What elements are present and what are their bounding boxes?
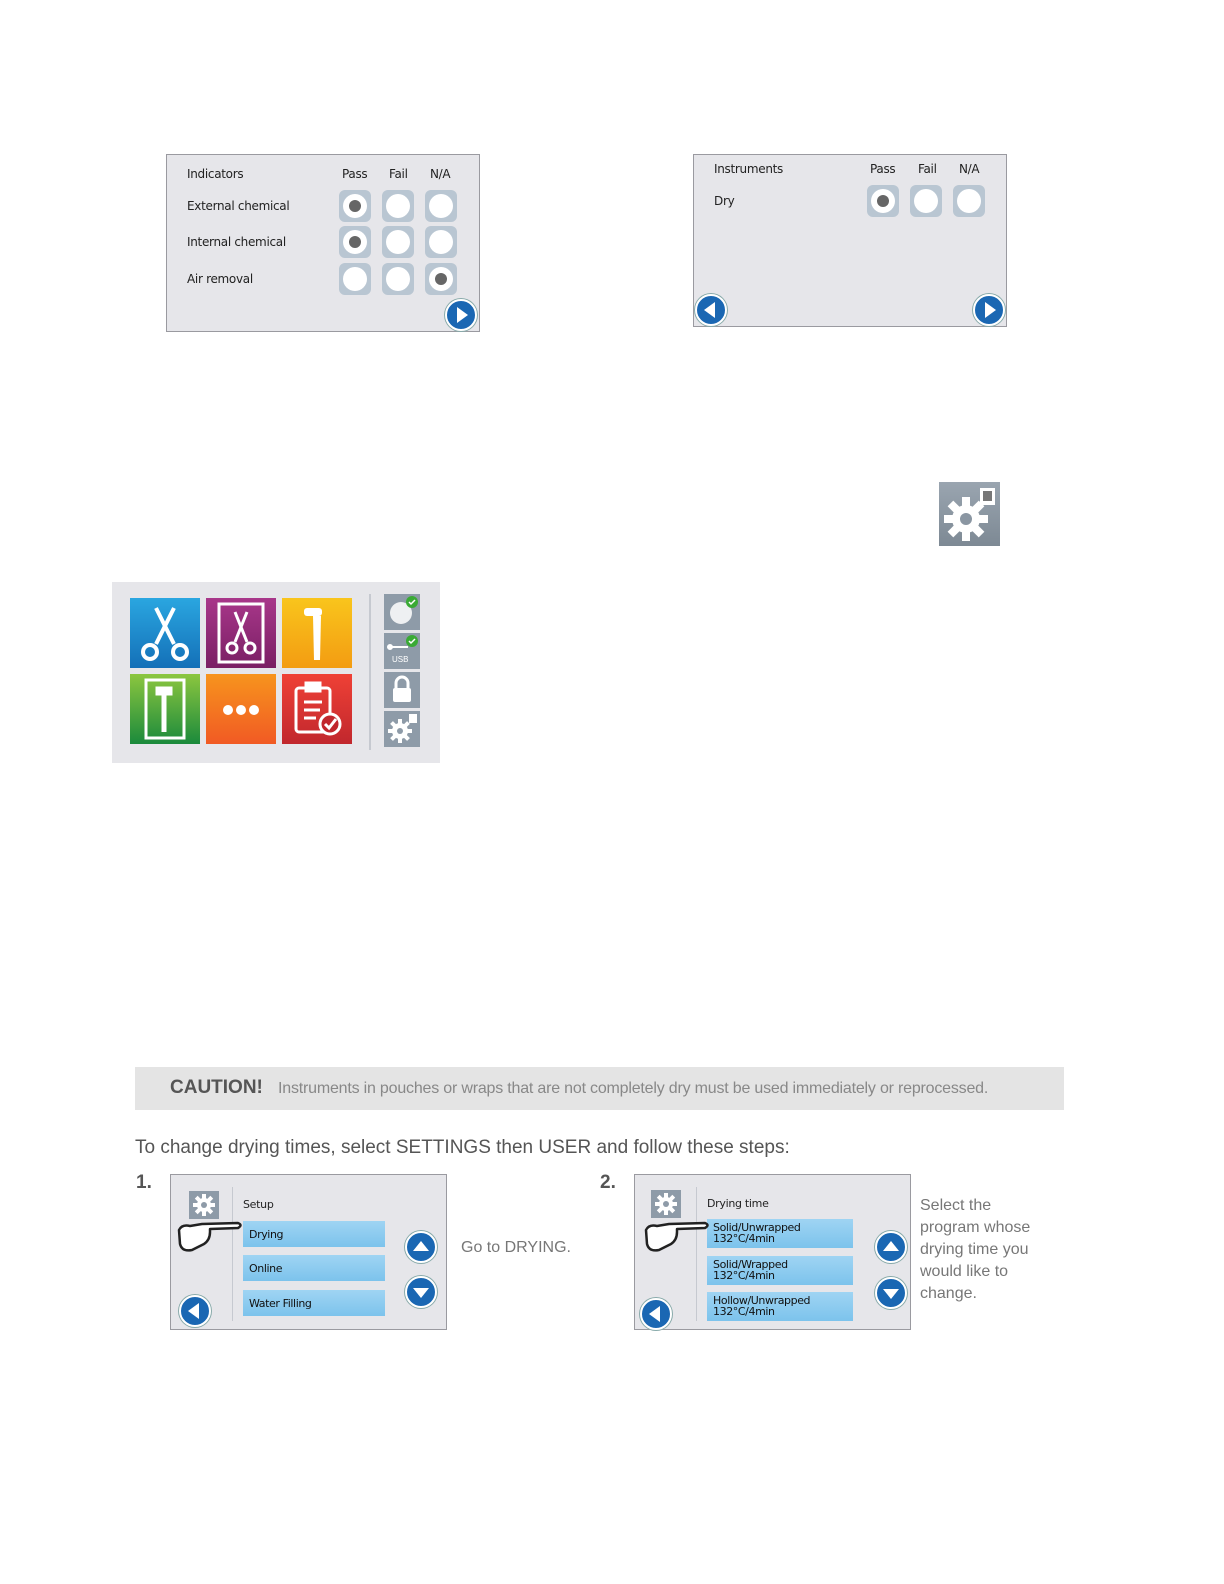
air-removal-na-radio[interactable] bbox=[425, 263, 457, 295]
next-button[interactable] bbox=[445, 299, 477, 331]
arrow-right-icon bbox=[447, 301, 475, 329]
usb-label: USB bbox=[392, 655, 409, 664]
handpiece-icon bbox=[282, 598, 352, 668]
next-button[interactable] bbox=[973, 294, 1005, 326]
scroll-up-button[interactable] bbox=[405, 1231, 437, 1263]
lock-icon bbox=[384, 672, 420, 708]
caution-text: Instruments in pouches or wraps that are not completely dry must be used immediately or reprocessed. bbox=[278, 1080, 989, 1097]
column-pass: Pass bbox=[342, 167, 368, 181]
settings-icon bbox=[384, 711, 420, 747]
wrapped-scissors-icon bbox=[206, 598, 276, 668]
drying-item-solid-unwrapped-detail: 132°C/4min bbox=[713, 1232, 775, 1245]
caution-bar bbox=[135, 1067, 1064, 1110]
drying-item-solid-unwrapped-name: Solid/Unwrapped bbox=[713, 1221, 801, 1234]
step-2-description-line: program whose bbox=[920, 1219, 1031, 1236]
setup-item-drying-label: Drying bbox=[249, 1228, 284, 1241]
drying-item-solid-wrapped-detail: 132°C/4min bbox=[713, 1269, 775, 1282]
step-2-description bbox=[920, 1195, 1030, 1305]
clipboard-check-icon bbox=[282, 674, 352, 744]
external-chemical-na-radio[interactable] bbox=[425, 190, 457, 222]
step-2-description-line: change. bbox=[920, 1285, 977, 1302]
drying-gear-button[interactable] bbox=[651, 1190, 681, 1218]
indicators-header: Indicators bbox=[187, 167, 244, 181]
air-removal-fail-radio[interactable] bbox=[382, 263, 414, 295]
instruments-screen bbox=[693, 154, 1007, 327]
pointing-hand-icon bbox=[643, 1218, 713, 1254]
arrow-up-icon bbox=[877, 1233, 905, 1261]
row-label-external-chemical: External chemical bbox=[187, 199, 290, 213]
clipboard-tile[interactable] bbox=[282, 674, 352, 744]
column-na: N/A bbox=[959, 162, 980, 176]
arrow-left-icon bbox=[642, 1300, 670, 1328]
drying-item-hollow-unwrapped[interactable] bbox=[707, 1292, 853, 1321]
sd-card-icon bbox=[384, 594, 420, 630]
scroll-down-button[interactable] bbox=[405, 1276, 437, 1308]
column-na: N/A bbox=[430, 167, 451, 181]
drying-item-hollow-unwrapped-name: Hollow/Unwrapped bbox=[713, 1294, 811, 1307]
drying-item-solid-wrapped-name: Solid/Wrapped bbox=[713, 1258, 788, 1271]
more-tile[interactable] bbox=[206, 674, 276, 744]
internal-chemical-fail-radio[interactable] bbox=[382, 226, 414, 258]
step-2-description-line: would like to bbox=[920, 1263, 1009, 1280]
setup-gear-button[interactable] bbox=[189, 1191, 219, 1219]
external-chemical-fail-radio[interactable] bbox=[382, 190, 414, 222]
wrapped-handpiece-tile[interactable] bbox=[130, 674, 200, 744]
step-2-description-line: Select the bbox=[920, 1197, 992, 1214]
scroll-down-button[interactable] bbox=[875, 1277, 907, 1309]
wrapped-scissors-tile[interactable] bbox=[206, 598, 276, 668]
gear-icon bbox=[651, 1190, 681, 1218]
row-label-internal-chemical: Internal chemical bbox=[187, 235, 286, 249]
row-label-dry: Dry bbox=[714, 194, 735, 208]
scissors-icon bbox=[130, 598, 200, 668]
column-pass: Pass bbox=[870, 162, 896, 176]
back-button[interactable] bbox=[640, 1298, 672, 1330]
internal-chemical-na-radio[interactable] bbox=[425, 226, 457, 258]
gear-icon bbox=[189, 1191, 219, 1219]
dry-fail-radio[interactable] bbox=[910, 185, 942, 217]
drying-time-title: Drying time bbox=[707, 1197, 769, 1210]
divider bbox=[369, 594, 371, 750]
row-label-air-removal: Air removal bbox=[187, 272, 253, 286]
pointing-hand-icon bbox=[176, 1218, 246, 1254]
air-removal-pass-radio[interactable] bbox=[339, 263, 371, 295]
arrow-down-icon bbox=[407, 1278, 435, 1306]
step-2-number: 2. bbox=[600, 1172, 616, 1193]
column-fail: Fail bbox=[918, 162, 937, 176]
caution-label: CAUTION! bbox=[170, 1077, 263, 1098]
setup-item-online-label: Online bbox=[249, 1262, 283, 1275]
instructions-heading: To change drying times, select SETTINGS then USER and follow these steps: bbox=[135, 1137, 790, 1158]
back-button[interactable] bbox=[179, 1295, 211, 1327]
scissors-tile[interactable] bbox=[130, 598, 200, 668]
step-1-number: 1. bbox=[136, 1172, 152, 1193]
step-2-description-line: drying time you bbox=[920, 1241, 1029, 1258]
scroll-up-button[interactable] bbox=[875, 1231, 907, 1263]
wrapped-handpiece-icon bbox=[130, 674, 200, 744]
step-1-description: Go to DRYING. bbox=[461, 1239, 571, 1256]
setup-title: Setup bbox=[243, 1198, 274, 1211]
more-icon bbox=[206, 674, 276, 744]
sd-card-button[interactable] bbox=[384, 594, 420, 630]
setup-item-online[interactable] bbox=[243, 1255, 385, 1281]
back-button[interactable] bbox=[695, 294, 727, 326]
dry-pass-radio[interactable] bbox=[867, 185, 899, 217]
setup-item-water-filling-label: Water Filling bbox=[249, 1297, 312, 1310]
internal-chemical-pass-radio[interactable] bbox=[339, 226, 371, 258]
drying-item-solid-wrapped[interactable] bbox=[707, 1256, 853, 1285]
settings-gear-icon bbox=[939, 482, 1000, 546]
arrow-left-icon bbox=[181, 1297, 209, 1325]
indicators-screen bbox=[166, 154, 480, 332]
arrow-up-icon bbox=[407, 1233, 435, 1261]
home-screen bbox=[112, 582, 440, 763]
arrow-right-icon bbox=[975, 296, 1003, 324]
drying-item-hollow-unwrapped-detail: 132°C/4min bbox=[713, 1305, 775, 1318]
usb-button[interactable] bbox=[384, 633, 420, 669]
lock-button[interactable] bbox=[384, 672, 420, 708]
setup-item-water-filling[interactable] bbox=[243, 1290, 385, 1316]
drying-item-solid-unwrapped[interactable] bbox=[707, 1219, 853, 1248]
arrow-down-icon bbox=[877, 1279, 905, 1307]
arrow-left-icon bbox=[697, 296, 725, 324]
drying-divider bbox=[696, 1187, 697, 1321]
settings-button[interactable] bbox=[384, 711, 420, 747]
setup-divider bbox=[232, 1187, 233, 1321]
column-fail: Fail bbox=[389, 167, 408, 181]
setup-item-drying[interactable] bbox=[243, 1221, 385, 1247]
dry-na-radio[interactable] bbox=[953, 185, 985, 217]
external-chemical-pass-radio[interactable] bbox=[339, 190, 371, 222]
handpiece-tile[interactable] bbox=[282, 598, 352, 668]
instruments-header: Instruments bbox=[714, 162, 783, 176]
